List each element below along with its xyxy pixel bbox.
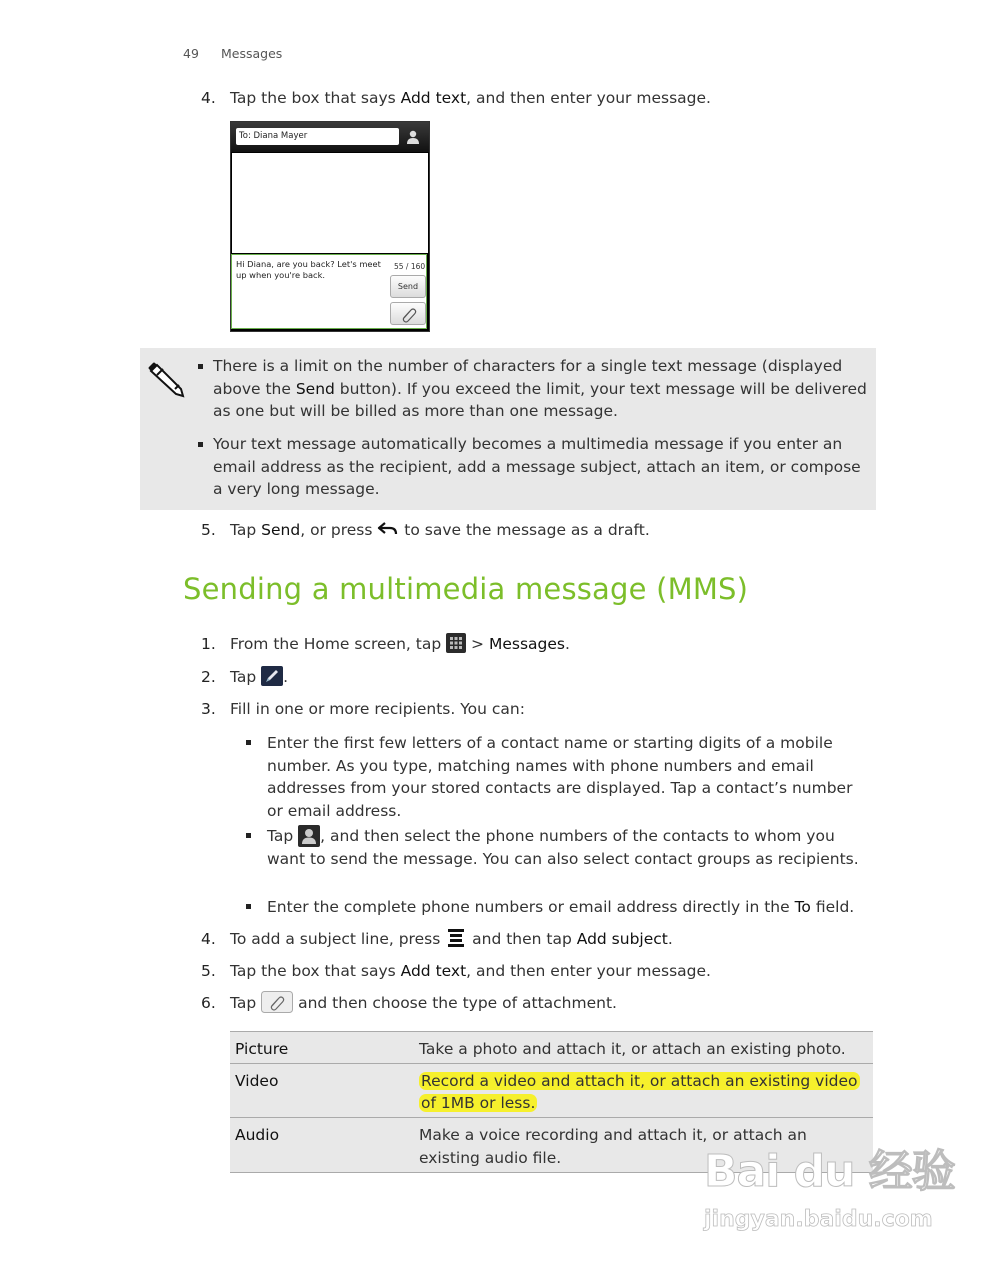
step-number: 6. [201,994,216,1012]
note-bullet-2: Your text message automatically becomes a multimedia message if you enter an email address as the recipient, add a message subject, attach an item, or compose a very long message. [213,435,861,499]
ui-term-send: Send [295,379,335,398]
step-text: Tap the box that says [230,89,401,107]
to-field[interactable]: To: Diana Mayer [236,128,399,145]
step-text: . [564,635,570,653]
attachment-description [415,1063,873,1117]
step-number: 4. [201,89,216,107]
recipient-option-1 [267,732,872,823]
step-text: and then choose the type of attachment. [293,994,617,1012]
ui-term-add-text: Add text [400,89,467,107]
table-row [230,1032,873,1064]
ui-term-add-text: Add text [400,962,467,980]
message-text[interactable]: Hi Diana, are you back? Let's meet up when you're back. [236,259,381,280]
note-bullet-1 [213,355,873,423]
paperclip-icon [261,991,293,1013]
step-number: 3. [201,700,216,718]
menu-icon [445,927,467,949]
note-box [140,348,876,510]
step-text: From the Home screen, tap [230,635,447,653]
mms-step-3 [201,698,525,721]
mms-step-6 [201,992,617,1015]
step-number: 4. [201,930,216,948]
compose-box[interactable] [231,254,427,329]
attachment-description: Take a photo and attach it, or attach an existing photo. [415,1032,873,1064]
step-text: Tap [230,521,262,539]
recipient-bar [231,122,429,152]
attach-button[interactable] [390,302,426,325]
mms-step-5 [201,960,711,983]
mms-step-1 [201,633,570,656]
bullet-marker [246,740,251,745]
character-counter: 55 / 160 [394,262,426,271]
step-number: 5. [201,962,216,980]
section-title: Sending a multimedia message (MMS) [183,572,749,606]
send-button[interactable]: Send [390,275,426,298]
attachment-type: Audio [230,1118,415,1172]
step-text: , and then enter your message. [466,962,711,980]
watermark-url: jingyan.baidu.com [704,1207,933,1232]
watermark-brand: Bai du 经验 [704,1146,955,1197]
phone-compose-screenshot [230,121,430,332]
running-header-section: Messages [221,46,283,61]
bullet-marker [246,904,251,909]
bullet-marker [198,442,203,447]
bullet-marker [246,833,251,838]
sub-bullet-text: Enter the complete phone numbers or email address directly in the [267,898,795,916]
all-apps-icon [446,633,466,653]
sub-bullet-text: field. [810,898,855,916]
step-text: To add a subject line, press [230,930,446,948]
step-text: , or press [300,521,378,539]
attachment-type: Video [230,1063,415,1117]
compose-pencil-icon [261,666,283,686]
step-number: 2. [201,668,216,686]
step-text: and then tap [467,930,577,948]
contact-person-icon[interactable] [405,129,421,145]
table-row [230,1063,873,1117]
mms-step-2 [201,666,288,689]
step-text: Tap the box that says [230,962,401,980]
note-text: button). If you exceed the limit, your text message will be delivered as one but will be billed as more than one message. [213,379,867,421]
ui-term-send: Send [261,521,301,539]
back-arrow-icon [377,520,399,538]
step-number: 5. [201,521,216,539]
step-text: > [466,635,489,653]
sub-bullet-text: Tap [267,827,299,845]
conversation-area [232,153,428,253]
paperclip-icon [391,303,425,324]
step-text: Tap [230,668,262,686]
ui-term-add-subject: Add subject [576,930,668,948]
contact-person-icon [298,825,320,847]
step-text: Fill in one or more recipients. You can: [230,700,525,718]
step-text: . [283,668,289,686]
sub-bullet-text: Enter the first few letters of a contact name or starting digits of a mobile number. As you type, matching names with phone numbers and email addresses from your stored contacts are displayed. Tap a contact’s number or email address. [267,734,853,821]
step-text: to save the message as a draft. [399,521,650,539]
mms-step-4 [201,928,673,951]
step-text: Tap [230,994,262,1012]
page-number: 49 [183,46,199,61]
highlighted-text: Record a video and attach it, or attach an existing video of 1MB or less. [421,1071,858,1113]
step-5-send [201,519,650,542]
bullet-marker [198,364,203,369]
ui-term-to: To [794,898,811,916]
sub-bullet-text: , and then select the phone numbers of the contacts to whom you want to send the message. You can also select contact groups as recipients. [267,827,859,868]
note-text: There is a limit on the number of characters for a single text message (displayed above the [213,357,843,398]
recipient-option-2 [267,825,872,870]
recipient-option-3 [267,896,907,919]
step-number: 1. [201,635,216,653]
pencil-note-icon [148,358,186,398]
attachment-description: Make a voice recording and attach it, or attach an existing audio file. [415,1118,873,1172]
ui-term-messages: Messages [488,635,565,653]
attachment-type: Picture [230,1032,415,1064]
step-text: , and then enter your message. [466,89,711,107]
step-4-add-text [201,87,711,110]
step-text: . [667,930,673,948]
baidu-jingyan-watermark [704,1135,955,1232]
